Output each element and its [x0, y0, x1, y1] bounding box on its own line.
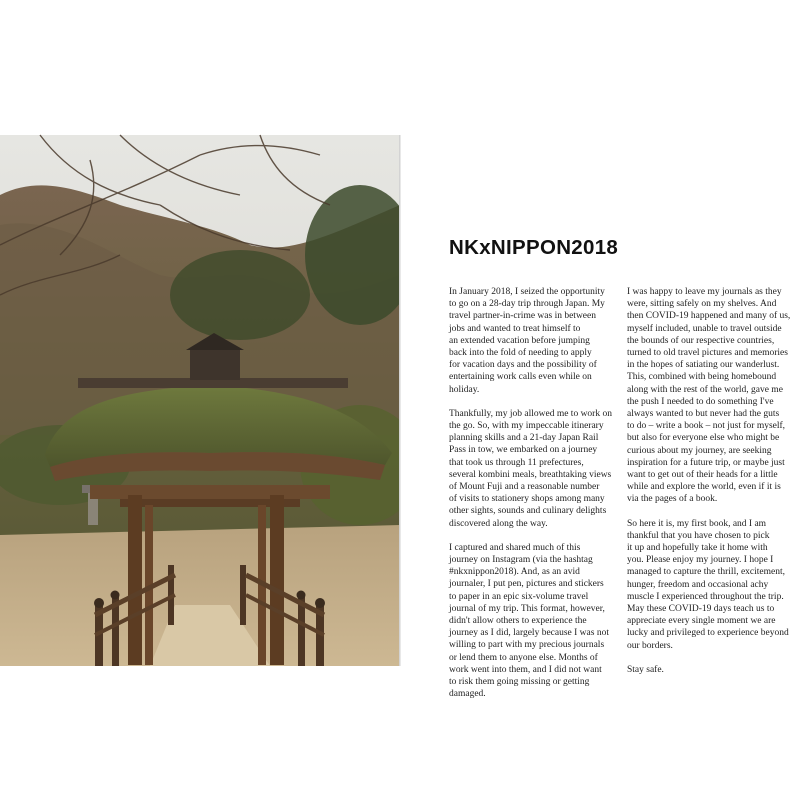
paragraph: So here it is, my first book, and I am thankful that you have chosen to pick it up and hopefully take it home with you. Please enjoy my journey. I hope I managed to capture the thrill, excitement, hunger, freedom and occasional achy muscle I experienced throughout the trip. May these COVID-19 days teach us to appreciate every single moment we are lucky and privileged to experience beyond our borders.	[627, 518, 789, 651]
paragraph: Stay safe.	[627, 664, 664, 675]
paragraph: In January 2018, I seized the opportunity to go on a 28-day trip through Japan. My travel partner-in-crime was in between jobs and wanted to treat himself to an extended vacation before jumping back into the fold of needing to apply for vacation days and the possibility of entertaining work calls even while on holiday.	[449, 287, 605, 395]
text-column-left	[449, 286, 617, 700]
book-title: NKxNIPPON2018	[449, 236, 619, 259]
text-page	[401, 135, 800, 700]
book-spread	[0, 135, 800, 700]
paragraph: I was happy to leave my journals as they were, sitting safely on my shelves. And then COVID-19 happened and many of us, myself included, unable to travel outside the bounds of our respective countries, turned to old travel pictures and memories in the hopes of satiating our wanderlust. This, combined with being homebound along with the rest of the world, gave me the push I needed to do something I've always wanted to but never had the guts to do – write a book – not just for myself, but also for everyone else who might be curious about my journey, are seeking inspiration for a future trip, or maybe just want to get out of their heads for a little while and explore the world, even if it is via the pages of a book.	[627, 287, 791, 505]
text-column-right	[627, 286, 795, 675]
paragraph: I captured and shared much of this journey on Instagram (via the hashtag #nkxnippon2018). And, as an avid journaler, I put pen, pictures and stickers to paper in an epic six-volume travel journal of my trip. This format, however, didn't allow others to experience the journey as I did, largely because I was not willing to part with my precious journals or lend them to anyone else. Months of work went into them, and I did not want to risk them going missing or getting damaged.	[449, 542, 609, 700]
paragraph: Thankfully, my job allowed me to work on the go. So, with my impeccable itinerary planning skills and a 21-day Japan Rail Pass in tow, we embarked on a journey that took us through 11 prefectures, several kombini meals, breathtaking views of Mount Fuji and a reasonable number of visits to stationery shops among many other sights, sounds and culinary delights discovered along the way.	[449, 408, 612, 529]
temple-gate-photo	[0, 135, 400, 666]
